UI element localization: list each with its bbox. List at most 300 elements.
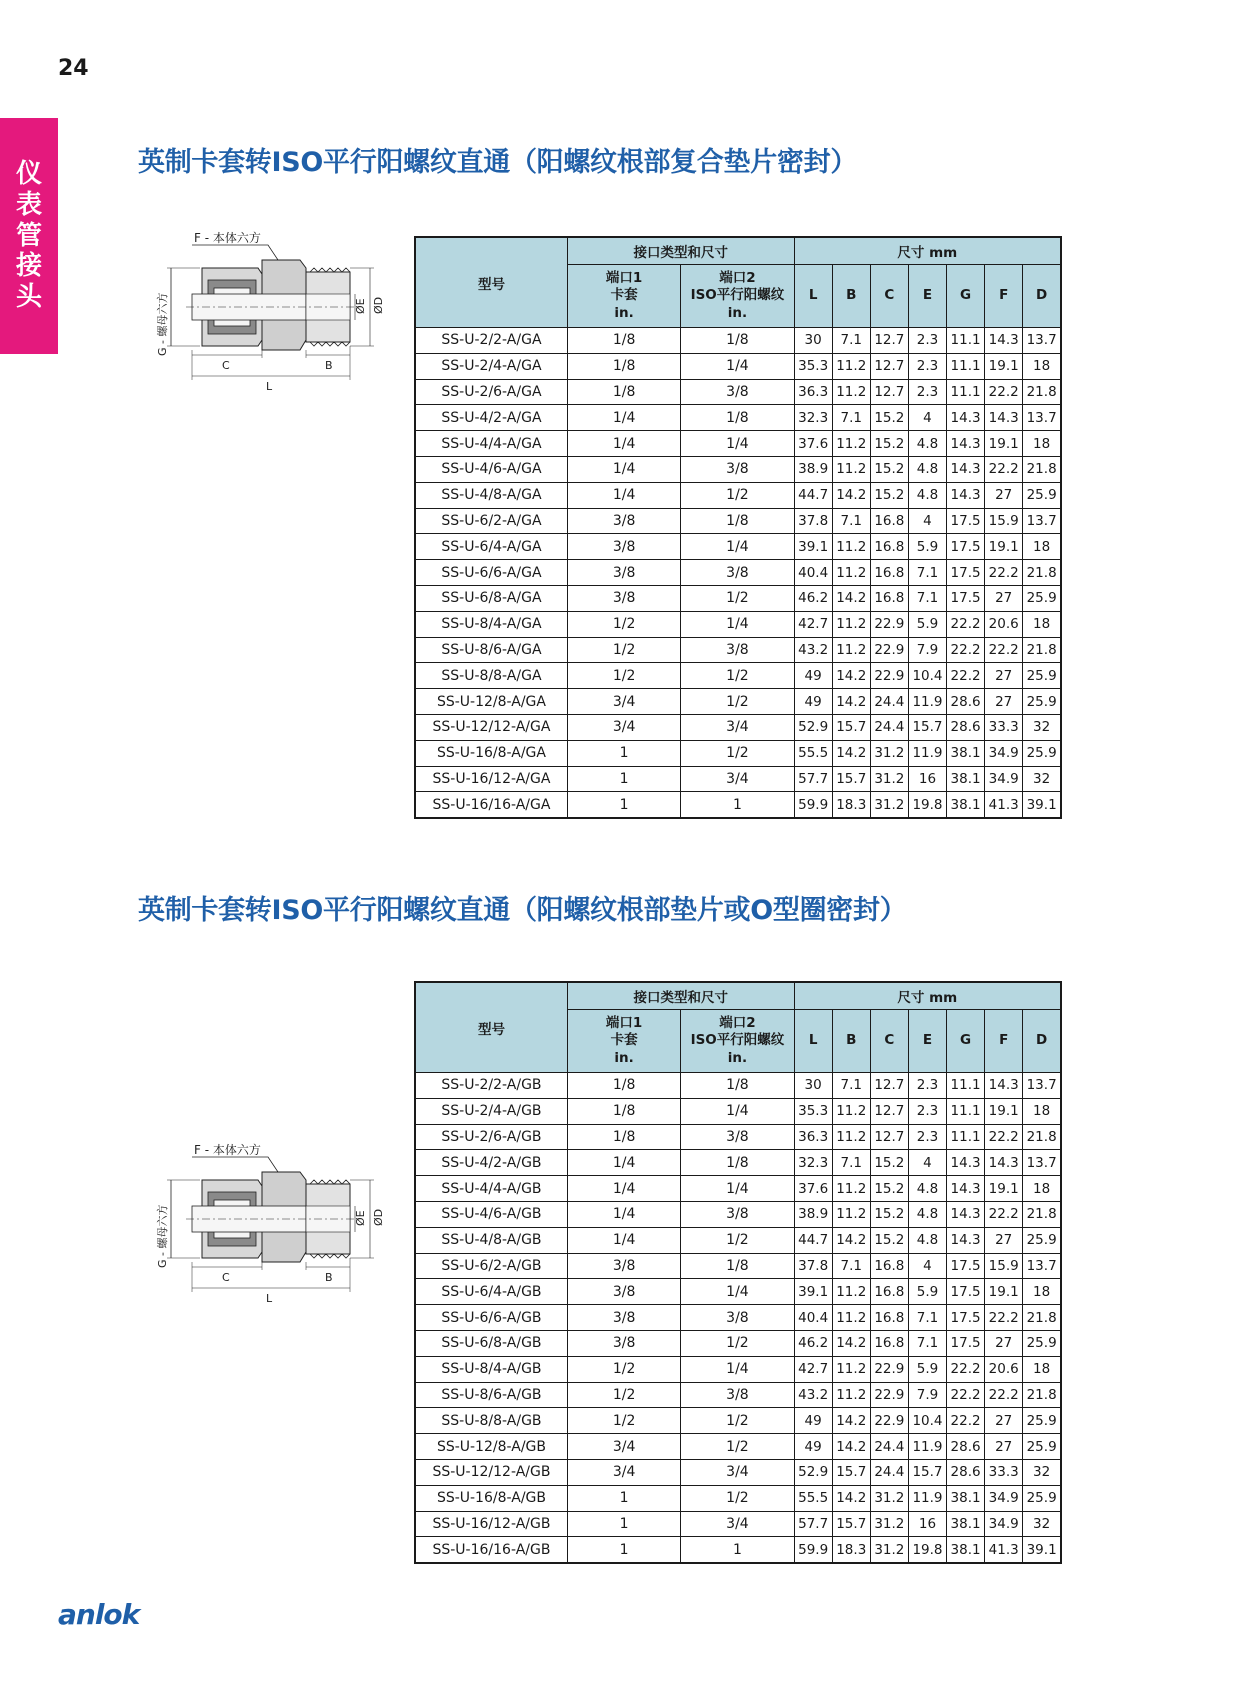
dimension-cell: 15.7 bbox=[832, 766, 870, 792]
dimension-cell: 35.3 bbox=[794, 353, 832, 379]
dimension-cell: 16.8 bbox=[870, 508, 908, 534]
dimension-cell: 21.8 bbox=[1023, 637, 1061, 663]
port-size-cell: 1/2 bbox=[567, 637, 680, 663]
table-row bbox=[415, 431, 1061, 457]
dimension-cell: 11.2 bbox=[832, 1176, 870, 1202]
dimension-cell: 17.5 bbox=[947, 508, 985, 534]
dimension-cell: 4.8 bbox=[908, 1201, 946, 1227]
dimension-cell: 11.1 bbox=[947, 1073, 985, 1099]
dimension-cell: 16.8 bbox=[870, 1253, 908, 1279]
brand-logo: anlok bbox=[58, 1598, 140, 1631]
dimension-cell: 43.2 bbox=[794, 637, 832, 663]
dimension-cell: 11.9 bbox=[908, 1434, 946, 1460]
dimension-cell: 31.2 bbox=[870, 766, 908, 792]
dimension-cell: 13.7 bbox=[1023, 508, 1061, 534]
dimension-cell: 2.3 bbox=[908, 328, 946, 354]
port-size-cell: 1/2 bbox=[567, 1408, 680, 1434]
dimension-cell: 39.1 bbox=[794, 534, 832, 560]
port-size-cell: 1/2 bbox=[681, 1434, 794, 1460]
port-size-cell: 1/8 bbox=[567, 353, 680, 379]
model-cell: SS-U-2/2-A/GA bbox=[415, 328, 567, 354]
dimension-cell: 14.2 bbox=[832, 1227, 870, 1253]
port-size-cell: 3/8 bbox=[567, 560, 680, 586]
table-row bbox=[415, 1356, 1061, 1382]
dimension-cell: 43.2 bbox=[794, 1382, 832, 1408]
dimension-cell: 21.8 bbox=[1023, 1305, 1061, 1331]
port-size-cell: 1/8 bbox=[681, 405, 794, 431]
port-size-cell: 1/4 bbox=[681, 1279, 794, 1305]
dimension-cell: 22.2 bbox=[985, 1382, 1023, 1408]
dimension-cell: 15.9 bbox=[985, 1253, 1023, 1279]
port-size-cell: 1/4 bbox=[567, 1227, 680, 1253]
dimension-cell: 32 bbox=[1023, 766, 1061, 792]
model-cell: SS-U-6/8-A/GA bbox=[415, 585, 567, 611]
dimension-cell: 40.4 bbox=[794, 560, 832, 586]
port-size-cell: 1/2 bbox=[567, 1356, 680, 1382]
dimension-cell: 22.2 bbox=[947, 1382, 985, 1408]
port-size-cell: 1/2 bbox=[681, 585, 794, 611]
dim-group-header: 尺寸 mm bbox=[794, 982, 1061, 1010]
dimension-cell: 11.2 bbox=[832, 1124, 870, 1150]
port-size-cell: 1/4 bbox=[567, 1150, 680, 1176]
dimension-cell: 19.8 bbox=[908, 792, 946, 818]
dimension-cell: 11.1 bbox=[947, 328, 985, 354]
dimension-cell: 22.2 bbox=[947, 611, 985, 637]
table-row bbox=[415, 328, 1061, 354]
dimension-cell: 19.1 bbox=[985, 534, 1023, 560]
port-size-cell: 1/2 bbox=[567, 1382, 680, 1408]
dimension-cell: 14.2 bbox=[832, 740, 870, 766]
dimension-cell: 5.9 bbox=[908, 534, 946, 560]
port-size-cell: 1/2 bbox=[567, 611, 680, 637]
port-size-cell: 1/8 bbox=[681, 1073, 794, 1099]
port-size-cell: 3/8 bbox=[567, 585, 680, 611]
model-cell: SS-U-16/8-A/GB bbox=[415, 1485, 567, 1511]
port-size-cell: 3/4 bbox=[567, 689, 680, 715]
table-row bbox=[415, 1176, 1061, 1202]
dimension-cell: 12.7 bbox=[870, 1124, 908, 1150]
dimension-cell: 25.9 bbox=[1023, 1434, 1061, 1460]
side-tab-char: 接 bbox=[15, 251, 42, 282]
dimension-cell: 22.2 bbox=[985, 1124, 1023, 1150]
dimension-cell: 4.8 bbox=[908, 1176, 946, 1202]
dimension-cell: 39.1 bbox=[794, 1279, 832, 1305]
dimension-cell: 27 bbox=[985, 1227, 1023, 1253]
dimension-cell: 18 bbox=[1023, 1176, 1061, 1202]
dimension-cell: 16.8 bbox=[870, 1330, 908, 1356]
dimension-cell: 4 bbox=[908, 405, 946, 431]
port1-header bbox=[567, 1010, 680, 1073]
spec-table-2 bbox=[414, 981, 1062, 1564]
port2-header bbox=[681, 265, 794, 328]
dimension-cell: 13.7 bbox=[1023, 405, 1061, 431]
port-group-header: 接口类型和尺寸 bbox=[567, 982, 794, 1010]
table-row bbox=[415, 482, 1061, 508]
dimension-cell: 7.1 bbox=[908, 585, 946, 611]
dimension-cell: 37.6 bbox=[794, 1176, 832, 1202]
dimension-cell: 14.3 bbox=[985, 1073, 1023, 1099]
dimension-cell: 7.1 bbox=[832, 1253, 870, 1279]
dimension-cell: 52.9 bbox=[794, 1459, 832, 1485]
dimension-cell: 25.9 bbox=[1023, 1408, 1061, 1434]
dimension-cell: 15.2 bbox=[870, 431, 908, 457]
dimension-cell: 22.9 bbox=[870, 611, 908, 637]
table-row bbox=[415, 740, 1061, 766]
dimension-cell: 46.2 bbox=[794, 585, 832, 611]
dimension-cell: 18 bbox=[1023, 1279, 1061, 1305]
port1-line: 卡套 bbox=[610, 287, 638, 304]
model-cell: SS-U-6/2-A/GA bbox=[415, 508, 567, 534]
dimension-cell: 7.1 bbox=[908, 1330, 946, 1356]
dimension-cell: 22.9 bbox=[870, 637, 908, 663]
dimension-cell: 11.2 bbox=[832, 456, 870, 482]
dimension-cell: 34.9 bbox=[985, 1485, 1023, 1511]
dimension-cell: 14.2 bbox=[832, 1330, 870, 1356]
model-header: 型号 bbox=[415, 237, 567, 328]
dimension-cell: 15.2 bbox=[870, 1227, 908, 1253]
dimension-cell: 13.7 bbox=[1023, 1150, 1061, 1176]
dimension-cell: 15.2 bbox=[870, 1176, 908, 1202]
port2-line: in. bbox=[727, 304, 748, 321]
dimension-cell: 38.9 bbox=[794, 1201, 832, 1227]
dimension-cell: 30 bbox=[794, 328, 832, 354]
port-size-cell: 1/4 bbox=[681, 1098, 794, 1124]
dimension-cell: 21.8 bbox=[1023, 1201, 1061, 1227]
dimension-cell: 14.2 bbox=[832, 482, 870, 508]
dimension-cell: 49 bbox=[794, 663, 832, 689]
port-size-cell: 1 bbox=[567, 1511, 680, 1537]
dimension-cell: 25.9 bbox=[1023, 482, 1061, 508]
dimension-cell: 38.1 bbox=[947, 1511, 985, 1537]
dimension-cell: 39.1 bbox=[1023, 1537, 1061, 1563]
dimension-cell: 14.2 bbox=[832, 1434, 870, 1460]
side-tab-char: 表 bbox=[15, 189, 42, 220]
port-size-cell: 1 bbox=[567, 766, 680, 792]
model-cell: SS-U-4/2-A/GA bbox=[415, 405, 567, 431]
dimension-cell: 13.7 bbox=[1023, 1253, 1061, 1279]
dimension-cell: 2.3 bbox=[908, 1073, 946, 1099]
port-size-cell: 3/8 bbox=[681, 1124, 794, 1150]
dimension-cell: 25.9 bbox=[1023, 1227, 1061, 1253]
model-cell: SS-U-16/8-A/GA bbox=[415, 740, 567, 766]
dimension-cell: 12.7 bbox=[870, 353, 908, 379]
fitting-diagram-1 bbox=[150, 228, 400, 403]
model-cell: SS-U-2/4-A/GA bbox=[415, 353, 567, 379]
spec-table-body bbox=[415, 1073, 1061, 1564]
dimension-cell: 25.9 bbox=[1023, 663, 1061, 689]
table-row bbox=[415, 792, 1061, 818]
dimension-cell: 15.2 bbox=[870, 1201, 908, 1227]
dimension-cell: 10.4 bbox=[908, 1408, 946, 1434]
dimension-cell: 15.7 bbox=[832, 1459, 870, 1485]
dimension-cell: 21.8 bbox=[1023, 560, 1061, 586]
dimension-cell: 19.1 bbox=[985, 353, 1023, 379]
port-size-cell: 1/8 bbox=[681, 1253, 794, 1279]
dimension-cell: 18 bbox=[1023, 534, 1061, 560]
model-cell: SS-U-16/12-A/GB bbox=[415, 1511, 567, 1537]
dimension-cell: 11.2 bbox=[832, 637, 870, 663]
dimension-cell: 14.2 bbox=[832, 585, 870, 611]
port-size-cell: 3/8 bbox=[681, 1305, 794, 1331]
port-size-cell: 1/4 bbox=[567, 405, 680, 431]
dimension-cell: 32 bbox=[1023, 714, 1061, 740]
dimension-cell: 25.9 bbox=[1023, 585, 1061, 611]
dim-header-d: D bbox=[1023, 1010, 1061, 1073]
section-title-1: 英制卡套转ISO平行阳螺纹直通（阳螺纹根部复合垫片密封） bbox=[138, 147, 858, 178]
dimension-cell: 14.3 bbox=[947, 431, 985, 457]
dimension-cell: 57.7 bbox=[794, 1511, 832, 1537]
port-size-cell: 3/8 bbox=[567, 1253, 680, 1279]
dimension-cell: 31.2 bbox=[870, 1537, 908, 1563]
dimension-cell: 25.9 bbox=[1023, 740, 1061, 766]
dimension-cell: 22.2 bbox=[947, 663, 985, 689]
dimension-cell: 7.9 bbox=[908, 637, 946, 663]
dimension-cell: 17.5 bbox=[947, 560, 985, 586]
dimension-cell: 14.2 bbox=[832, 689, 870, 715]
dimension-cell: 11.2 bbox=[832, 431, 870, 457]
dimension-cell: 18 bbox=[1023, 1098, 1061, 1124]
dimension-cell: 49 bbox=[794, 689, 832, 715]
port-size-cell: 1/4 bbox=[567, 482, 680, 508]
table-row bbox=[415, 689, 1061, 715]
dimension-cell: 22.2 bbox=[985, 379, 1023, 405]
dimension-cell: 22.2 bbox=[985, 1305, 1023, 1331]
port2-line: 端口2 bbox=[719, 270, 756, 287]
table-row bbox=[415, 1330, 1061, 1356]
dimension-cell: 32 bbox=[1023, 1459, 1061, 1485]
dim-group-header: 尺寸 mm bbox=[794, 237, 1061, 265]
model-cell: SS-U-6/8-A/GB bbox=[415, 1330, 567, 1356]
dimension-cell: 11.9 bbox=[908, 740, 946, 766]
port-size-cell: 1/8 bbox=[681, 1150, 794, 1176]
port-size-cell: 3/8 bbox=[567, 508, 680, 534]
section-title-2: 英制卡套转ISO平行阳螺纹直通（阳螺纹根部垫片或O型圈密封） bbox=[138, 895, 907, 926]
dimension-cell: 12.7 bbox=[870, 379, 908, 405]
dimension-cell: 24.4 bbox=[870, 714, 908, 740]
table-row bbox=[415, 1305, 1061, 1331]
dimension-cell: 20.6 bbox=[985, 1356, 1023, 1382]
c-dim-label: C bbox=[222, 359, 230, 372]
dimension-cell: 28.6 bbox=[947, 714, 985, 740]
dimension-cell: 18.3 bbox=[832, 792, 870, 818]
dimension-cell: 13.7 bbox=[1023, 328, 1061, 354]
port-size-cell: 1/4 bbox=[567, 1176, 680, 1202]
dimension-cell: 14.3 bbox=[947, 482, 985, 508]
dimension-cell: 7.1 bbox=[832, 328, 870, 354]
dimension-cell: 27 bbox=[985, 1408, 1023, 1434]
dimension-cell: 33.3 bbox=[985, 1459, 1023, 1485]
port1-header bbox=[567, 265, 680, 328]
dimension-cell: 22.2 bbox=[985, 560, 1023, 586]
dimension-cell: 4.8 bbox=[908, 482, 946, 508]
dimension-cell: 7.1 bbox=[832, 1073, 870, 1099]
port-size-cell: 1/4 bbox=[681, 1176, 794, 1202]
dimension-cell: 32 bbox=[1023, 1511, 1061, 1537]
port-size-cell: 3/4 bbox=[681, 714, 794, 740]
dimension-cell: 24.4 bbox=[870, 1459, 908, 1485]
table-row bbox=[415, 1382, 1061, 1408]
model-cell: SS-U-12/8-A/GA bbox=[415, 689, 567, 715]
dimension-cell: 24.4 bbox=[870, 689, 908, 715]
dimension-cell: 15.9 bbox=[985, 508, 1023, 534]
table-row bbox=[415, 1201, 1061, 1227]
dimension-cell: 33.3 bbox=[985, 714, 1023, 740]
dimension-cell: 14.3 bbox=[947, 1227, 985, 1253]
dim-header-l: L bbox=[794, 1010, 832, 1073]
dimension-cell: 18 bbox=[1023, 353, 1061, 379]
dimension-cell: 22.9 bbox=[870, 1408, 908, 1434]
dimension-cell: 40.4 bbox=[794, 1305, 832, 1331]
table-row bbox=[415, 1150, 1061, 1176]
side-tab-char: 管 bbox=[15, 220, 42, 251]
table-row bbox=[415, 611, 1061, 637]
dimension-cell: 16.8 bbox=[870, 560, 908, 586]
b-dim-label: B bbox=[325, 359, 333, 372]
dimension-cell: 39.1 bbox=[1023, 792, 1061, 818]
table-row bbox=[415, 1124, 1061, 1150]
model-cell: SS-U-6/6-A/GA bbox=[415, 560, 567, 586]
dim-header-g: G bbox=[947, 265, 985, 328]
dimension-cell: 11.2 bbox=[832, 1098, 870, 1124]
dimension-cell: 55.5 bbox=[794, 740, 832, 766]
dimension-cell: 11.9 bbox=[908, 689, 946, 715]
model-header: 型号 bbox=[415, 982, 567, 1073]
dimension-cell: 2.3 bbox=[908, 379, 946, 405]
dimension-cell: 19.1 bbox=[985, 1098, 1023, 1124]
model-cell: SS-U-2/4-A/GB bbox=[415, 1098, 567, 1124]
dimension-cell: 32.3 bbox=[794, 405, 832, 431]
dimension-cell: 18 bbox=[1023, 611, 1061, 637]
model-cell: SS-U-16/16-A/GA bbox=[415, 792, 567, 818]
model-cell: SS-U-8/6-A/GA bbox=[415, 637, 567, 663]
dimension-cell: 4 bbox=[908, 1253, 946, 1279]
port-size-cell: 1/2 bbox=[681, 740, 794, 766]
port1-line: 端口1 bbox=[605, 270, 643, 287]
dimension-cell: 31.2 bbox=[870, 740, 908, 766]
port-size-cell: 1 bbox=[567, 740, 680, 766]
dimension-cell: 16 bbox=[908, 766, 946, 792]
dimension-cell: 52.9 bbox=[794, 714, 832, 740]
dimension-cell: 15.2 bbox=[870, 405, 908, 431]
dim-header-b: B bbox=[832, 265, 870, 328]
dimension-cell: 22.2 bbox=[985, 1201, 1023, 1227]
table-row bbox=[415, 1408, 1061, 1434]
table-row bbox=[415, 1537, 1061, 1563]
port-size-cell: 3/8 bbox=[567, 1305, 680, 1331]
dimension-cell: 42.7 bbox=[794, 1356, 832, 1382]
l-dim-label: L bbox=[266, 380, 273, 393]
dimension-cell: 4.8 bbox=[908, 1227, 946, 1253]
model-cell: SS-U-16/16-A/GB bbox=[415, 1537, 567, 1563]
dimension-cell: 38.1 bbox=[947, 1537, 985, 1563]
dimension-cell: 21.8 bbox=[1023, 1382, 1061, 1408]
side-tab-char: 仪 bbox=[15, 159, 42, 190]
dimension-cell: 4.8 bbox=[908, 456, 946, 482]
dimension-cell: 15.2 bbox=[870, 482, 908, 508]
dimension-cell: 7.1 bbox=[832, 405, 870, 431]
dimension-cell: 59.9 bbox=[794, 792, 832, 818]
model-cell: SS-U-8/4-A/GB bbox=[415, 1356, 567, 1382]
dimension-cell: 14.3 bbox=[947, 405, 985, 431]
dimension-cell: 28.6 bbox=[947, 1434, 985, 1460]
dimension-cell: 14.3 bbox=[985, 328, 1023, 354]
dim-header-c: C bbox=[870, 265, 908, 328]
dimension-cell: 14.2 bbox=[832, 1408, 870, 1434]
dimension-cell: 37.6 bbox=[794, 431, 832, 457]
port-size-cell: 3/4 bbox=[681, 1511, 794, 1537]
table-row bbox=[415, 379, 1061, 405]
dimension-cell: 44.7 bbox=[794, 1227, 832, 1253]
table-row bbox=[415, 560, 1061, 586]
dimension-cell: 20.6 bbox=[985, 611, 1023, 637]
dimension-cell: 17.5 bbox=[947, 1305, 985, 1331]
dimension-cell: 42.7 bbox=[794, 611, 832, 637]
dimension-cell: 37.8 bbox=[794, 508, 832, 534]
dimension-cell: 27 bbox=[985, 1434, 1023, 1460]
port2-line: ISO平行阳螺纹 bbox=[690, 287, 785, 304]
port-size-cell: 1/4 bbox=[681, 353, 794, 379]
port-size-cell: 3/8 bbox=[681, 1201, 794, 1227]
model-cell: SS-U-4/8-A/GA bbox=[415, 482, 567, 508]
dimension-cell: 22.2 bbox=[985, 456, 1023, 482]
port-size-cell: 3/8 bbox=[681, 1382, 794, 1408]
port-size-cell: 1 bbox=[681, 1537, 794, 1563]
dimension-cell: 17.5 bbox=[947, 585, 985, 611]
port1-line: in. bbox=[614, 1049, 634, 1066]
dimension-cell: 11.2 bbox=[832, 1201, 870, 1227]
dimension-cell: 41.3 bbox=[985, 792, 1023, 818]
dimension-cell: 25.9 bbox=[1023, 689, 1061, 715]
dimension-cell: 12.7 bbox=[870, 1098, 908, 1124]
dimension-cell: 18 bbox=[1023, 431, 1061, 457]
dimension-cell: 59.9 bbox=[794, 1537, 832, 1563]
dim-header-l: L bbox=[794, 265, 832, 328]
table-row bbox=[415, 1511, 1061, 1537]
port-size-cell: 3/8 bbox=[681, 456, 794, 482]
port-size-cell: 3/8 bbox=[567, 1279, 680, 1305]
dimension-cell: 55.5 bbox=[794, 1485, 832, 1511]
port-size-cell: 3/8 bbox=[567, 534, 680, 560]
model-cell: SS-U-4/2-A/GB bbox=[415, 1150, 567, 1176]
dimension-cell: 38.9 bbox=[794, 456, 832, 482]
port-size-cell: 1 bbox=[567, 792, 680, 818]
table-row bbox=[415, 1485, 1061, 1511]
model-cell: SS-U-6/6-A/GB bbox=[415, 1305, 567, 1331]
e-diameter-label: ØE bbox=[354, 298, 367, 314]
dimension-cell: 31.2 bbox=[870, 1511, 908, 1537]
model-cell: SS-U-8/8-A/GB bbox=[415, 1408, 567, 1434]
f-hex-label: F - 本体六方 bbox=[194, 231, 261, 245]
table-row bbox=[415, 1073, 1061, 1099]
dimension-cell: 21.8 bbox=[1023, 456, 1061, 482]
dimension-cell: 11.2 bbox=[832, 560, 870, 586]
port-size-cell: 1/8 bbox=[567, 1124, 680, 1150]
dimension-cell: 15.7 bbox=[908, 1459, 946, 1485]
port2-line: in. bbox=[727, 1049, 748, 1066]
dimension-cell: 7.1 bbox=[832, 508, 870, 534]
dimension-cell: 49 bbox=[794, 1434, 832, 1460]
dimension-cell: 11.2 bbox=[832, 1382, 870, 1408]
dimension-cell: 28.6 bbox=[947, 1459, 985, 1485]
table-row bbox=[415, 1253, 1061, 1279]
port-size-cell: 1/8 bbox=[681, 508, 794, 534]
dimension-cell: 49 bbox=[794, 1408, 832, 1434]
dimension-cell: 22.9 bbox=[870, 1356, 908, 1382]
dimension-cell: 30 bbox=[794, 1073, 832, 1099]
port-size-cell: 1/4 bbox=[681, 1356, 794, 1382]
dimension-cell: 22.2 bbox=[985, 637, 1023, 663]
dimension-cell: 27 bbox=[985, 1330, 1023, 1356]
